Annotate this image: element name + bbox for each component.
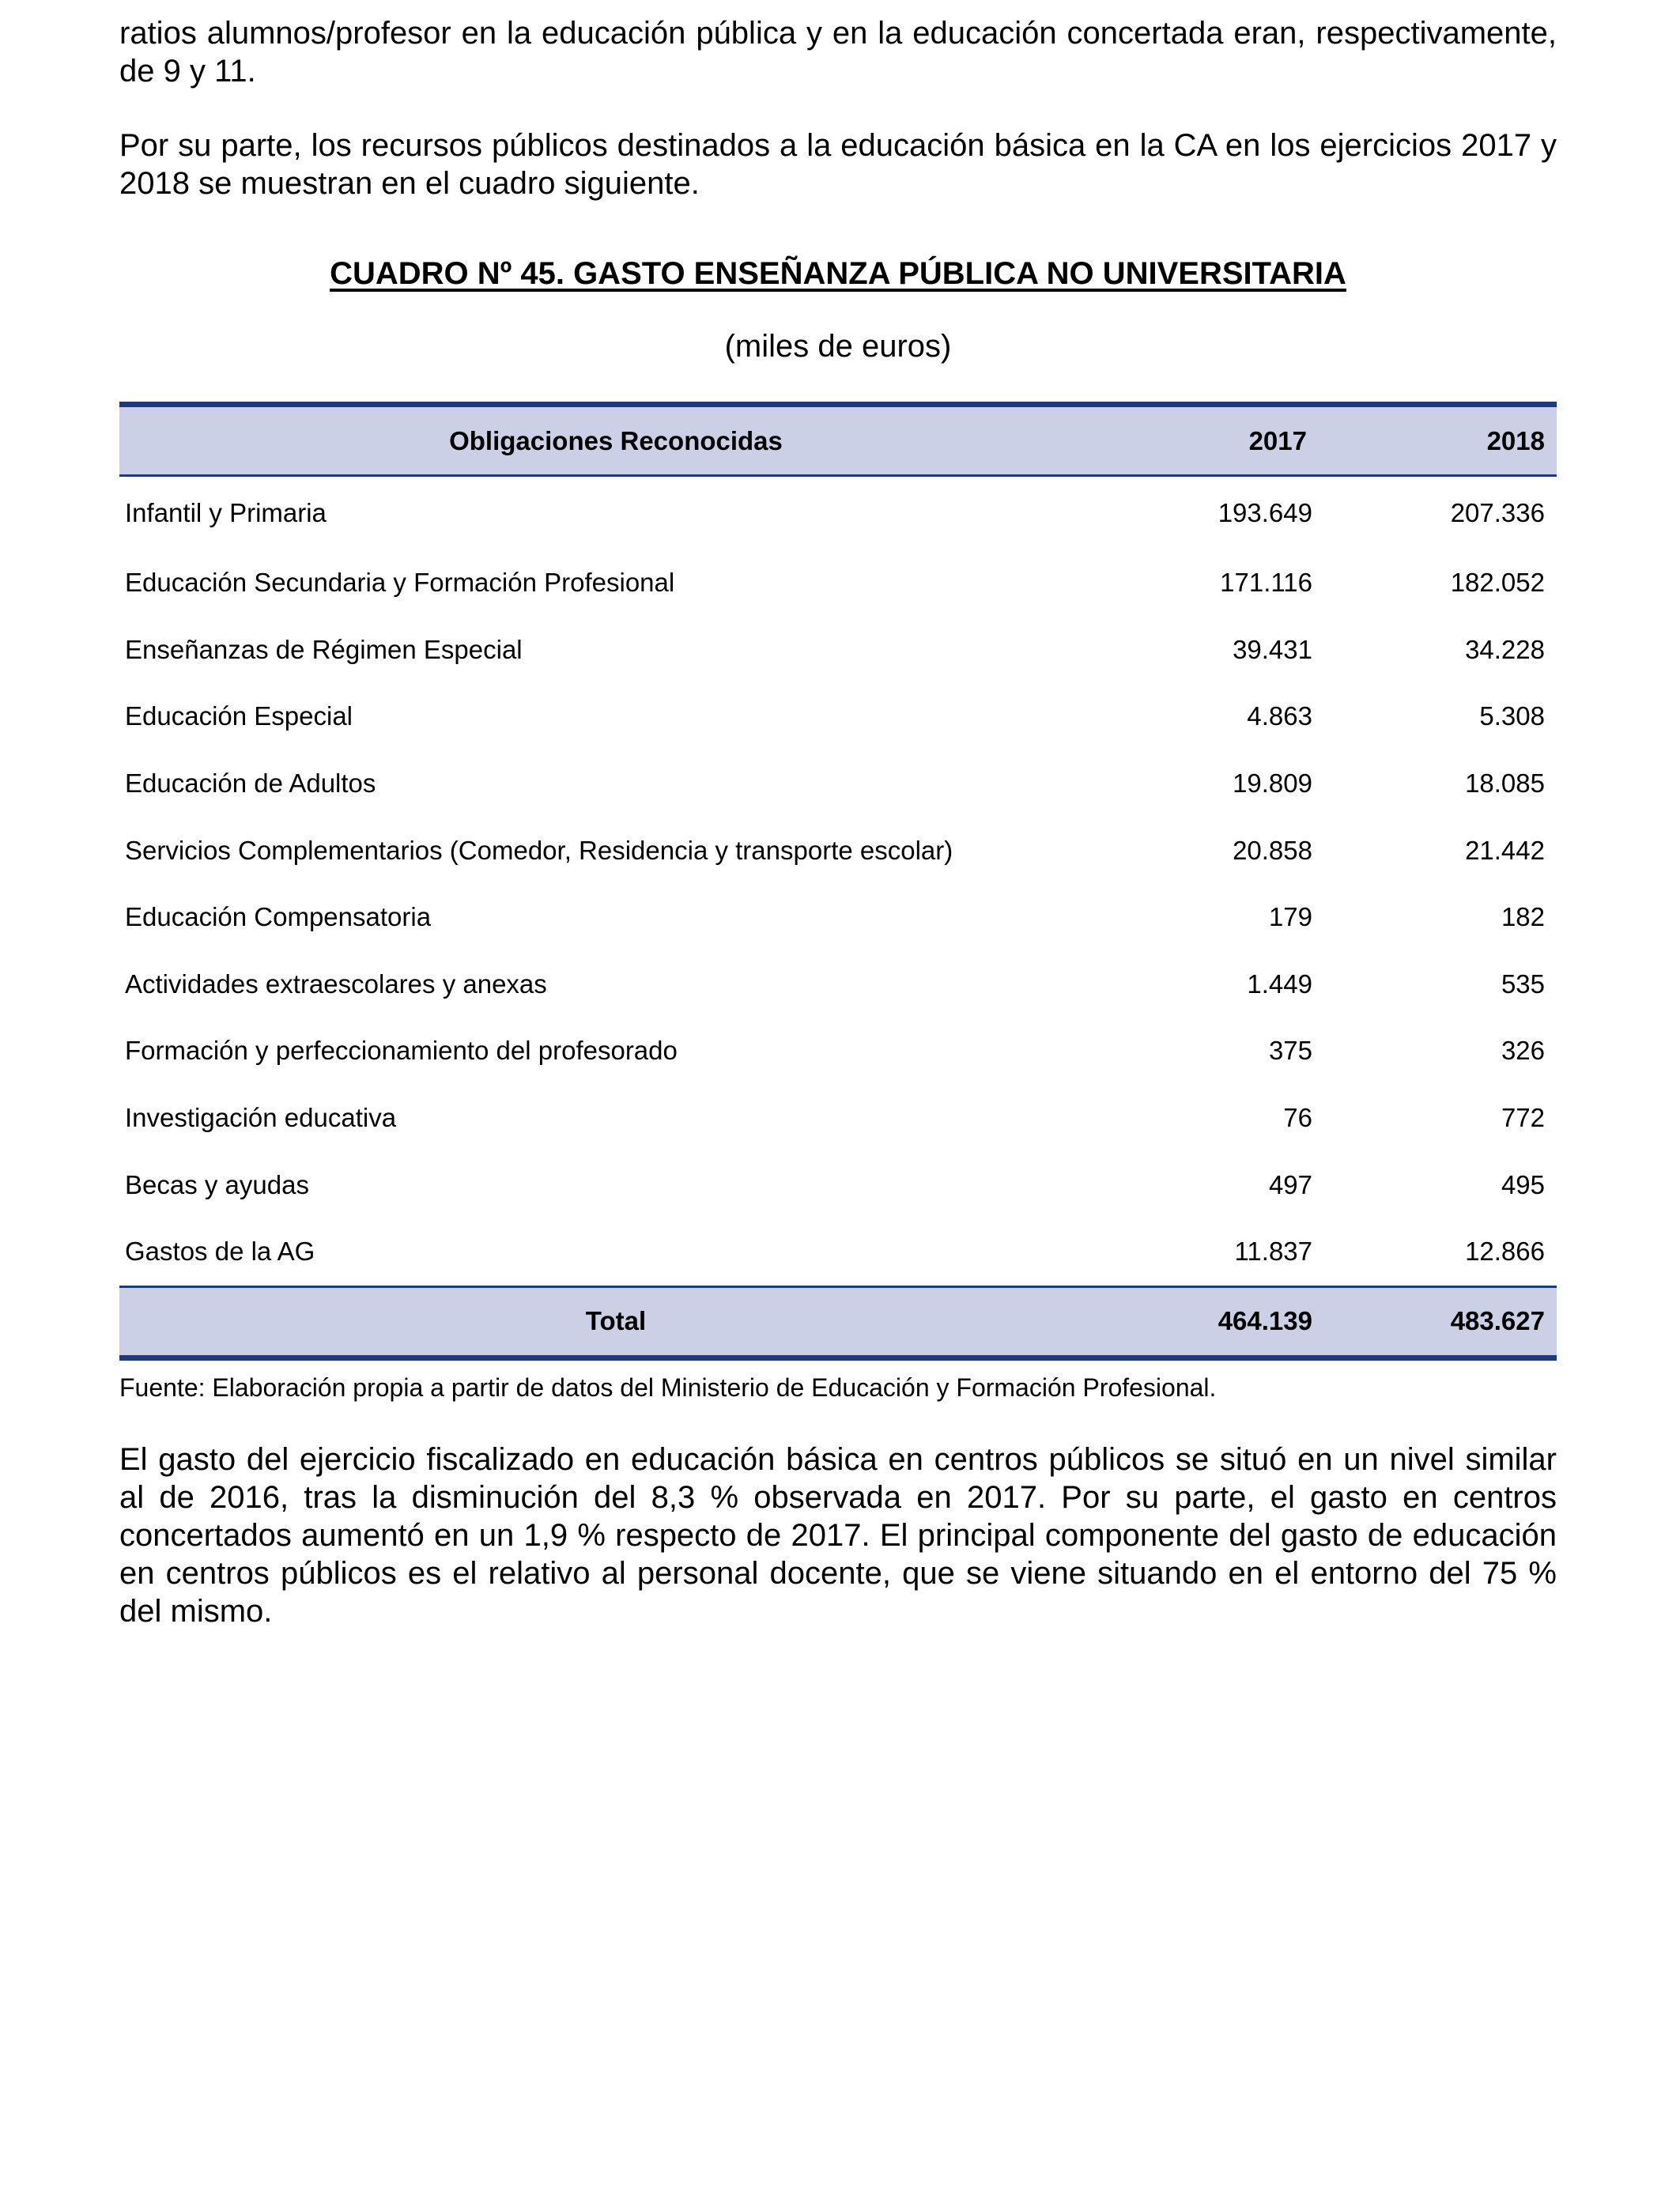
row-label: Becas y ayudas	[125, 1169, 309, 1199]
header-label: Obligaciones Reconocidas	[449, 425, 783, 455]
table-source-note: Fuente: Elaboración propia a partir de datos del Ministerio de Educación y Formación Profesional.	[119, 1373, 1217, 1402]
row-label: Enseñanzas de Régimen Especial	[125, 634, 523, 664]
row-value-2018: 21.442	[1465, 835, 1545, 865]
table-subtitle: (miles de euros)	[724, 329, 952, 364]
table-row	[119, 750, 1557, 818]
row-value-2017: 11.837	[1234, 1237, 1312, 1267]
row-value-2017: 375	[1268, 1036, 1312, 1066]
table-title	[119, 255, 1557, 293]
expense-table	[119, 402, 1557, 1361]
total-2017: 464.139	[1218, 1306, 1312, 1336]
row-value-2017: 4.863	[1247, 701, 1312, 731]
row-value-2017: 76	[1283, 1103, 1312, 1133]
paragraph-top: ratios alumnos/profesor en la educación pública y en la educación concertada eran, respectivamente, de 9 y 11.	[119, 16, 1557, 89]
row-value-2018: 182	[1501, 902, 1545, 932]
table-row	[119, 1085, 1557, 1152]
row-value-2018: 495	[1501, 1169, 1545, 1199]
row-value-2017: 179	[1268, 902, 1312, 932]
table-row	[119, 817, 1557, 884]
table-row	[119, 884, 1557, 951]
table-row	[119, 477, 1557, 549]
row-value-2017: 171.116	[1220, 568, 1312, 598]
row-label: Gastos de la AG	[125, 1237, 315, 1267]
row-value-2018: 182.052	[1450, 568, 1545, 598]
row-label: Educación Especial	[125, 701, 353, 731]
paragraph-bottom: El gasto del ejercicio fiscalizado en educación básica en centros públicos se situó en un nivel similar al de 2016, tras la disminución del 8,3 % observada en 2017. Por su parte, el gasto en centros concertados aumentó en un 1,9 % respecto de 2017. El principal componente del gasto de educación en centros públicos es el relativo al personal docente, que se viene situando en el entorno del 75 % del mismo.	[119, 1442, 1557, 1629]
row-value-2017: 193.649	[1218, 498, 1312, 527]
table-row	[119, 1218, 1557, 1286]
row-label: Educación Compensatoria	[125, 902, 432, 932]
table-header-row	[119, 407, 1557, 474]
table-row	[119, 617, 1557, 684]
table-row	[119, 951, 1557, 1018]
table-bottom-rule	[119, 1355, 1557, 1361]
table-title-text: CUADRO Nº 45. GASTO ENSEÑANZA PÚBLICA NO UNIVERSITARIA	[330, 256, 1346, 291]
total-2018: 483.627	[1450, 1306, 1545, 1336]
table-row	[119, 1018, 1557, 1085]
row-value-2018: 326	[1501, 1036, 1545, 1066]
total-label: Total	[585, 1306, 647, 1336]
paragraph-intro: Por su parte, los recursos públicos destinados a la educación básica en la CA en los ejercicios 2017 y 2018 se muestran en el cuadro siguiente.	[119, 128, 1557, 201]
table-total-row	[119, 1288, 1557, 1355]
row-label: Actividades extraescolares y anexas	[125, 969, 547, 999]
table-top-rule	[119, 402, 1557, 407]
row-value-2018: 18.085	[1465, 768, 1545, 799]
row-label: Educación de Adultos	[125, 768, 376, 799]
row-label: Investigación educativa	[125, 1103, 397, 1133]
row-value-2018: 535	[1501, 969, 1545, 999]
row-value-2017: 1.449	[1247, 969, 1312, 999]
row-label: Formación y perfeccionamiento del profesorado	[125, 1036, 678, 1066]
row-value-2018: 5.308	[1479, 701, 1545, 731]
row-value-2018: 34.228	[1465, 634, 1545, 664]
row-value-2017: 19.809	[1233, 768, 1312, 799]
row-value-2017: 39.431	[1233, 634, 1312, 664]
row-label: Servicios Complementarios (Comedor, Residencia y transporte escolar)	[125, 835, 953, 865]
table-row	[119, 549, 1557, 617]
row-label: Educación Secundaria y Formación Profesional	[125, 568, 675, 598]
row-value-2018: 12.866	[1465, 1237, 1545, 1267]
row-value-2018: 207.336	[1450, 498, 1545, 527]
row-label: Infantil y Primaria	[125, 498, 327, 527]
header-2017: 2017	[1248, 425, 1307, 455]
row-value-2018: 772	[1501, 1103, 1545, 1133]
header-2018: 2018	[1486, 425, 1545, 455]
row-value-2017: 20.858	[1233, 835, 1312, 865]
row-value-2017: 497	[1268, 1169, 1312, 1199]
table-row	[119, 1151, 1557, 1218]
table-row	[119, 683, 1557, 750]
